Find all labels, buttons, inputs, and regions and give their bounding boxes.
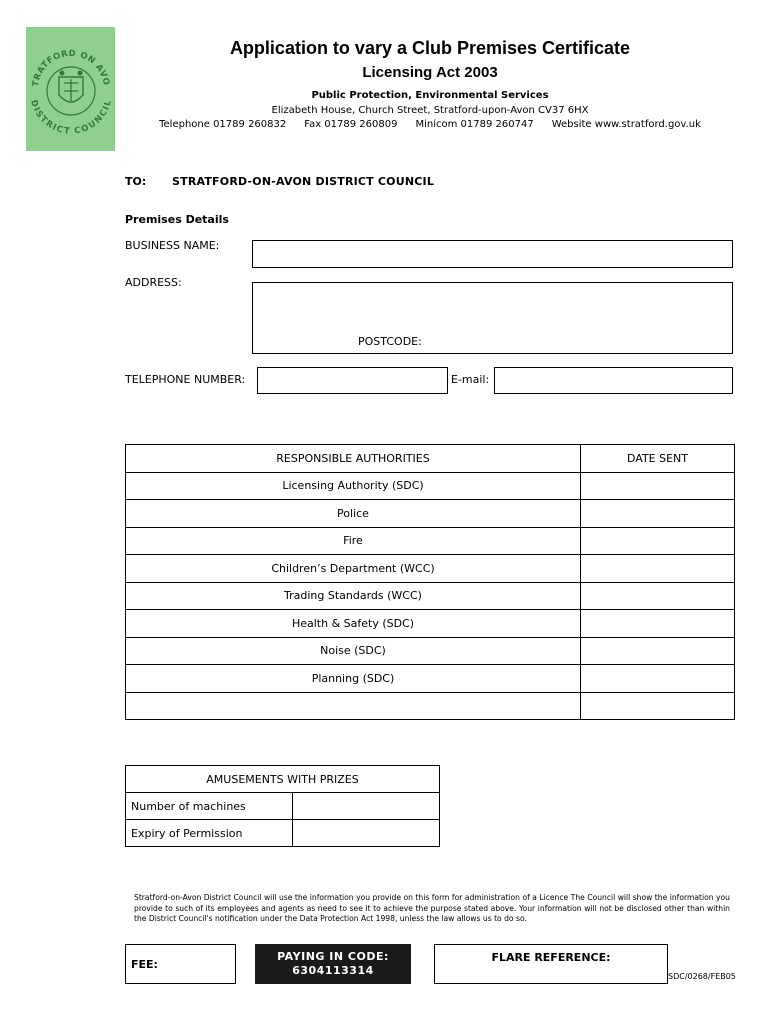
table-row — [126, 692, 735, 720]
form-subtitle: Licensing Act 2003 — [362, 64, 498, 81]
table-header-row — [126, 445, 735, 473]
amusements-header: AMUSEMENTS WITH PRIZES — [126, 766, 440, 793]
expiry-field[interactable] — [293, 820, 440, 847]
date-sent-cell[interactable] — [581, 527, 735, 555]
business-name-label: BUSINESS NAME: — [125, 239, 220, 252]
svg-text:DISTRICT COUNCIL: DISTRICT COUNCIL — [28, 98, 114, 137]
responsible-authorities-table — [125, 444, 735, 720]
table-row — [126, 500, 735, 528]
flare-reference-box[interactable] — [434, 944, 668, 984]
to-label: TO: — [125, 175, 147, 188]
table-row — [126, 793, 440, 820]
to-recipient: STRATFORD-ON-AVON DISTRICT COUNCIL — [172, 175, 435, 188]
council-crest-icon — [26, 27, 115, 151]
date-sent-cell[interactable] — [581, 637, 735, 665]
authority-name: Planning (SDC) — [126, 665, 581, 693]
paying-in-code-box — [255, 944, 411, 984]
form-reference: SDC/0268/FEB05 — [668, 972, 736, 981]
premises-heading: Premises Details — [125, 213, 229, 226]
form-title: Application to vary a Club Premises Certificate — [229, 38, 631, 58]
machines-label: Number of machines — [126, 793, 293, 820]
fee-box[interactable] — [125, 944, 236, 984]
authority-name[interactable] — [126, 692, 581, 720]
telephone: Telephone 01789 260832 — [159, 119, 287, 130]
table-row — [126, 472, 735, 500]
authority-name: Police — [126, 500, 581, 528]
minicom: Minicom 01789 260747 — [415, 119, 534, 130]
date-sent-cell[interactable] — [581, 500, 735, 528]
paying-in-label: PAYING IN CODE: — [277, 950, 389, 963]
date-sent-cell[interactable] — [581, 555, 735, 583]
date-sent-cell[interactable] — [581, 582, 735, 610]
table-row — [126, 582, 735, 610]
date-sent-cell[interactable] — [581, 610, 735, 638]
machines-field[interactable] — [293, 793, 440, 820]
telephone-field[interactable] — [257, 367, 448, 394]
authority-name: Children’s Department (WCC) — [126, 555, 581, 583]
website[interactable]: Website www.stratford.gov.uk — [551, 119, 701, 130]
council-logo — [26, 27, 115, 151]
fee-label: FEE: — [131, 958, 158, 971]
authority-name: Licensing Authority (SDC) — [126, 472, 581, 500]
address-label: ADDRESS: — [125, 276, 182, 289]
authorities-header: RESPONSIBLE AUTHORITIES — [126, 445, 581, 473]
flare-reference-label: FLARE REFERENCE: — [491, 951, 611, 964]
authority-name: Fire — [126, 527, 581, 555]
council-address: Elizabeth House, Church Street, Stratford-upon-Avon CV37 6HX — [271, 105, 589, 116]
svg-text:STRATFORD ON AVON: TRATFORD ON AVO — [31, 48, 111, 88]
authority-name: Trading Standards (WCC) — [126, 582, 581, 610]
contact-line — [130, 119, 730, 130]
email-field[interactable] — [494, 367, 733, 394]
postcode-label: POSTCODE: — [358, 335, 422, 348]
fax: Fax 01789 260809 — [304, 119, 398, 130]
table-row — [126, 610, 735, 638]
amusements-header-row — [126, 766, 440, 793]
expiry-label: Expiry of Permission — [126, 820, 293, 847]
authority-name: Noise (SDC) — [126, 637, 581, 665]
amusements-table — [125, 765, 440, 847]
date-sent-cell[interactable] — [581, 472, 735, 500]
business-name-field[interactable] — [252, 240, 733, 268]
data-protection-notice: Stratford-on-Avon District Council will use the information you provide on this form for administration of a Licence The Council will show the information you provide to such of its employees and agents as need to see it to achieve the purpose stated above. Your information will not be disclosed other than within the District Council's notification under the Data Protection Act 1998, unless the law allows us to do so. — [134, 893, 730, 923]
paying-in-code: 6304113314 — [292, 964, 374, 977]
date-sent-header: DATE SENT — [581, 445, 735, 473]
email-label: E-mail: — [451, 373, 490, 386]
table-row — [126, 527, 735, 555]
table-row — [126, 637, 735, 665]
date-sent-cell[interactable] — [581, 692, 735, 720]
table-row — [126, 555, 735, 583]
table-row — [126, 820, 440, 847]
table-row — [126, 665, 735, 693]
authority-name: Health & Safety (SDC) — [126, 610, 581, 638]
address-field[interactable] — [252, 282, 733, 354]
date-sent-cell[interactable] — [581, 665, 735, 693]
department: Public Protection, Environmental Services — [311, 90, 549, 101]
telephone-label: TELEPHONE NUMBER: — [125, 373, 246, 386]
